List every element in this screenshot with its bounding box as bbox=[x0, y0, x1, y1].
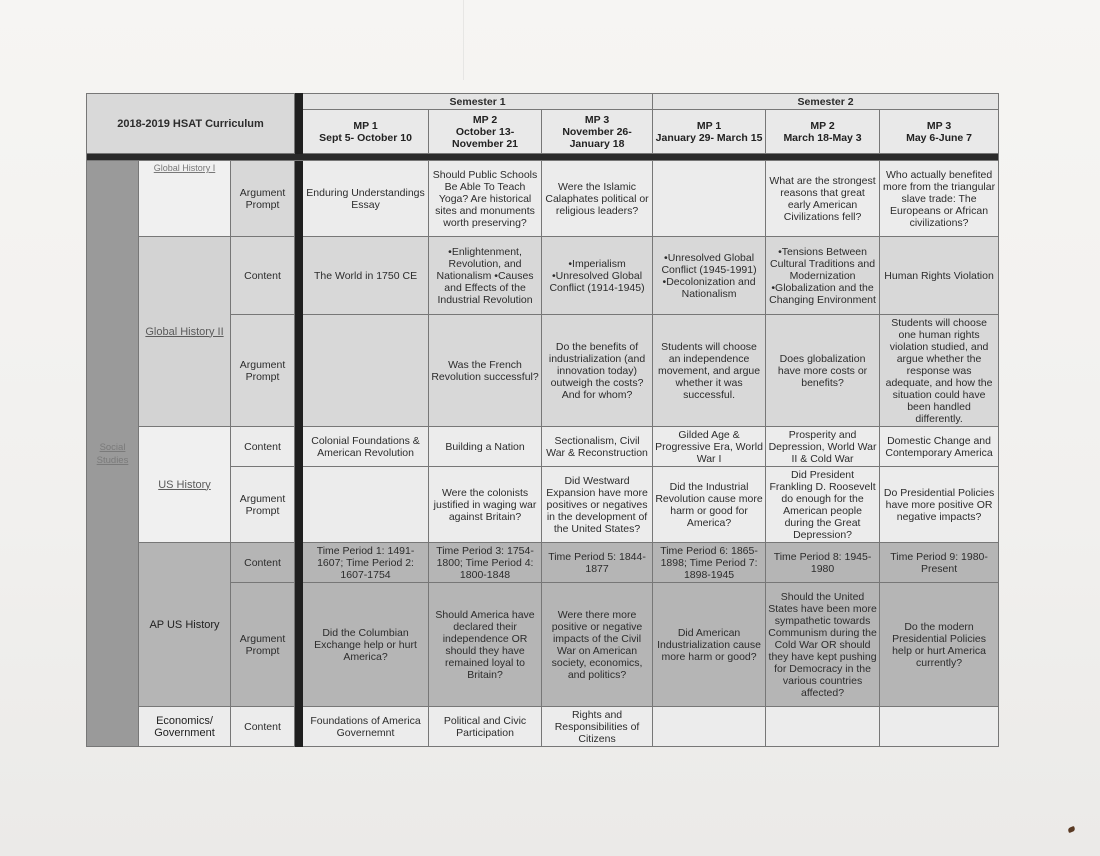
table-cell: Colonial Foundations & American Revolution bbox=[303, 427, 429, 467]
table-cell: Time Period 8: 1945-1980 bbox=[766, 543, 880, 583]
table-cell: Gilded Age & Progressive Era, World War I bbox=[653, 427, 766, 467]
period-name: MP 1 bbox=[353, 119, 378, 132]
column-divider bbox=[295, 427, 303, 467]
period-name: MP 3 bbox=[584, 113, 610, 126]
table-cell: Were the colonists justified in waging war against Britain? bbox=[429, 467, 542, 543]
row-label: Content bbox=[231, 427, 295, 467]
table-cell: Time Period 5: 1844-1877 bbox=[542, 543, 653, 583]
table-cell: Time Period 6: 1865-1898; Time Period 7: 1898-1945 bbox=[653, 543, 766, 583]
table-cell bbox=[653, 707, 766, 747]
semester-1-header: Semester 1 bbox=[303, 94, 653, 110]
table-cell: Foundations of America Governemnt bbox=[303, 707, 429, 747]
column-divider bbox=[295, 315, 303, 427]
table-cell: Political and Civic Participation bbox=[429, 707, 542, 747]
table-cell: Do Presidential Policies have more positive OR negative impacts? bbox=[880, 467, 999, 543]
table-cell: Do the modern Presidential Policies help or hurt America currently? bbox=[880, 583, 999, 707]
course-cell bbox=[139, 543, 231, 707]
table-cell: What are the strongest reasons that great early American Civilizations fell? bbox=[766, 161, 880, 237]
row-label: Content bbox=[231, 543, 295, 583]
period-dates: May 6-June 7 bbox=[906, 131, 973, 144]
table-cell: Rights and Responsibilities of Citizens bbox=[542, 707, 653, 747]
period-dates: Sept 5- October 10 bbox=[319, 131, 412, 144]
table-cell: Time Period 3: 1754-1800; Time Period 4: 1800-1848 bbox=[429, 543, 542, 583]
table-cell: Were the Islamic Calaphates political or religious leaders? bbox=[542, 161, 653, 237]
row-label: Content bbox=[231, 237, 295, 315]
row-label: Argument Prompt bbox=[231, 315, 295, 427]
course-cell bbox=[139, 707, 231, 747]
period-dates: January 29- March 15 bbox=[655, 131, 763, 144]
table-cell bbox=[653, 161, 766, 237]
course-name-econ: Economics/ Government bbox=[154, 714, 215, 739]
table-cell: Sectionalism, Civil War & Reconstruction bbox=[542, 427, 653, 467]
course-name-apus: AP US History bbox=[149, 618, 220, 631]
course-name-global1: Global History I bbox=[153, 163, 216, 173]
course-cell bbox=[139, 161, 231, 237]
column-divider bbox=[295, 94, 303, 154]
table-cell: Do the benefits of industrialization (and innovation today) outweigh the costs? And for whom? bbox=[542, 315, 653, 427]
table-cell: •Tensions Between Cultural Traditions and Modernization •Globalization and the Changing Environment bbox=[766, 237, 880, 315]
table-cell: Should America have declared their independence OR should they have remained loyal to Britain? bbox=[429, 583, 542, 707]
period-header bbox=[303, 110, 429, 154]
table-cell: Who actually benefited more from the triangular slave trade: The Europeans or African civilizations? bbox=[880, 161, 999, 237]
table-cell: Should Public Schools Be Able To Teach Yoga? Are historical sites and monuments worth preserving? bbox=[429, 161, 542, 237]
table-cell: Did American Industrialization cause more harm or good? bbox=[653, 583, 766, 707]
period-dates: March 18-May 3 bbox=[783, 131, 862, 144]
table-cell: Prosperity and Depression, World War II & Cold War bbox=[766, 427, 880, 467]
table-cell: •Imperialism •Unresolved Global Conflict (1914-1945) bbox=[542, 237, 653, 315]
table-cell bbox=[303, 315, 429, 427]
table-cell: Enduring Understandings Essay bbox=[303, 161, 429, 237]
curriculum-table bbox=[86, 93, 999, 747]
department-label: Social Studies bbox=[96, 441, 129, 466]
period-header bbox=[542, 110, 653, 154]
table-cell: •Enlightenment, Revolution, and Nationalism •Causes and Effects of the Industrial Revolution bbox=[429, 237, 542, 315]
table-cell bbox=[880, 707, 999, 747]
table-cell: Did President Frankling D. Roosevelt do enough for the American people during the Great Depression? bbox=[766, 467, 880, 543]
table-cell: Did Westward Expansion have more positives or negatives in the development of the United States? bbox=[542, 467, 653, 543]
row-label: Argument Prompt bbox=[231, 467, 295, 543]
column-divider bbox=[295, 161, 303, 237]
period-header bbox=[429, 110, 542, 154]
row-label: Content bbox=[231, 707, 295, 747]
column-divider bbox=[295, 583, 303, 707]
paper-crease bbox=[463, 0, 464, 80]
column-divider bbox=[295, 237, 303, 315]
row-label: Argument Prompt bbox=[231, 161, 295, 237]
course-name-global2: Global History II bbox=[145, 325, 224, 338]
table-cell: Domestic Change and Contemporary America bbox=[880, 427, 999, 467]
table-cell: Were there more positive or negative impacts of the Civil War on American society, economics, and politics? bbox=[542, 583, 653, 707]
table-title: 2018-2019 HSAT Curriculum bbox=[87, 94, 295, 154]
period-name: MP 1 bbox=[696, 119, 722, 132]
column-divider bbox=[295, 467, 303, 543]
period-dates: October 13- November 21 bbox=[452, 125, 518, 150]
table-cell: Time Period 9: 1980-Present bbox=[880, 543, 999, 583]
table-cell: Was the French Revolution successful? bbox=[429, 315, 542, 427]
header-band bbox=[87, 154, 999, 161]
column-divider bbox=[295, 707, 303, 747]
period-dates: November 26- January 18 bbox=[562, 125, 632, 150]
row-label: Argument Prompt bbox=[231, 583, 295, 707]
table-cell bbox=[303, 467, 429, 543]
period-name: MP 3 bbox=[926, 119, 952, 132]
course-name-us: US History bbox=[158, 478, 211, 491]
period-name: MP 2 bbox=[472, 113, 498, 126]
period-header bbox=[653, 110, 766, 154]
table-cell: •Unresolved Global Conflict (1945-1991) •Decolonization and Nationalism bbox=[653, 237, 766, 315]
table-cell: Students will choose an independence movement, and argue whether it was successful. bbox=[653, 315, 766, 427]
ink-spot bbox=[1067, 826, 1075, 833]
department-cell bbox=[87, 161, 139, 747]
table-cell: Did the Columbian Exchange help or hurt America? bbox=[303, 583, 429, 707]
course-cell bbox=[139, 427, 231, 543]
table-cell: Does globalization have more costs or benefits? bbox=[766, 315, 880, 427]
course-cell bbox=[139, 237, 231, 427]
table-cell: Students will choose one human rights violation studied, and argue whether the response was adequate, and how the situation could have been handled differently. bbox=[880, 315, 999, 427]
period-header bbox=[766, 110, 880, 154]
table-cell bbox=[766, 707, 880, 747]
table-cell: Should the United States have been more sympathetic towards Communism during the Cold War OR should they have kept pushing for Democracy in the various countries affected? bbox=[766, 583, 880, 707]
table-cell: Time Period 1: 1491-1607; Time Period 2: 1607-1754 bbox=[303, 543, 429, 583]
column-divider bbox=[295, 543, 303, 583]
period-header bbox=[880, 110, 999, 154]
table-cell: Did the Industrial Revolution cause more harm or good for America? bbox=[653, 467, 766, 543]
period-name: MP 2 bbox=[810, 119, 835, 132]
semester-2-header: Semester 2 bbox=[653, 94, 999, 110]
table-cell: Human Rights Violation bbox=[880, 237, 999, 315]
table-cell: Building a Nation bbox=[429, 427, 542, 467]
table-cell: The World in 1750 CE bbox=[303, 237, 429, 315]
